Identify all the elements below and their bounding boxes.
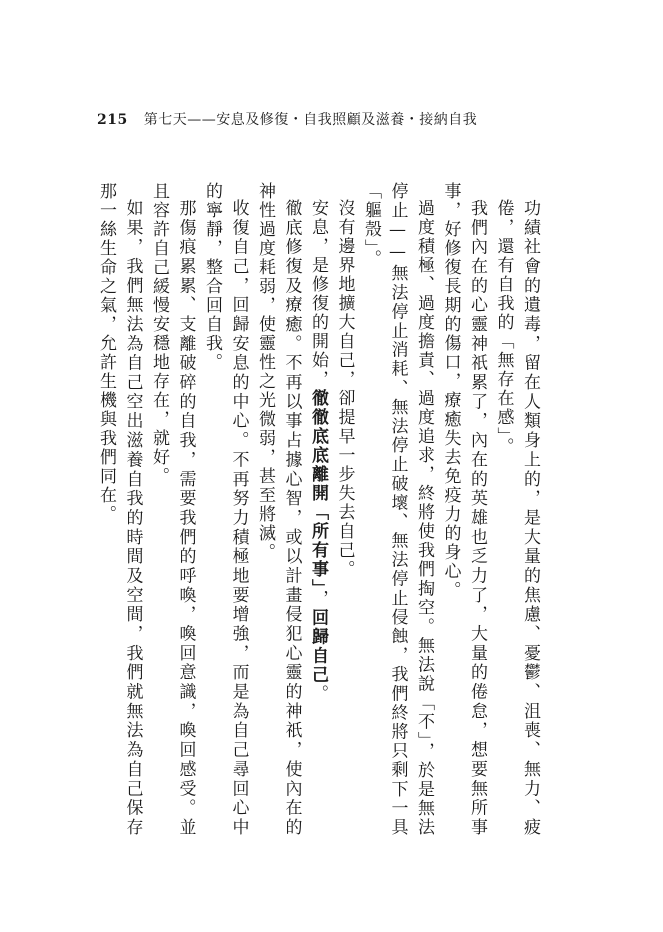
paragraph-1: 功績社會的遺毒，留在人類身上的，是大量的焦慮、憂鬱、沮喪、無力、疲倦，還有自我的「無存在感」。: [493, 199, 540, 837]
emphasis-leave-everything: 徹徹底底離開「所有事」: [308, 389, 328, 590]
paragraph-9: 如果，我們無法為自己空出滋養自我的時間及空間，我們就無法為自己保存那一絲生命之氣，允許生機與我們同在。: [96, 182, 143, 837]
paragraph-7: 收復自己，回歸安息的中心。不再努力積極地要增強，而是為自己尋回心中的寧靜，整合回自我。: [202, 182, 249, 837]
paragraph-2: 我們內在的心靈神祇累了，內在的英雄也乏力了，大量的倦怠，想要無所事事，好修復長期的傷口，療癒失去免疫力的身心。: [440, 182, 487, 837]
paragraph-5: [305, 182, 332, 837]
running-title: 第七天——安息及修復・自我照顧及滋養・接納自我: [143, 112, 478, 128]
paragraph-8: 那傷痕累累、支離破碎的自我，需要我們的呼喚，喚回意識，喚回感受。並且容許自己緩慢安穩地存在，就好。: [149, 182, 196, 837]
paragraph-6: 徹底修復及療癒。不再以事占據心智，或以計畫侵犯心靈的神祇，使內在的神性過度耗弱，使靈性之光微弱，甚至將滅。: [255, 182, 302, 837]
paragraph-5-end: 。: [308, 684, 328, 704]
paragraph-3: 過度積極、過度擔責、過度追求，終將使我們掏空。無法說「不」，於是無法停止——無法停止消耗、無法停止破壞、無法停止侵蝕，我們終將只剩下一具「軀殼」。: [361, 182, 434, 837]
body-text: [96, 182, 543, 837]
emphasis-return-self: 回歸自己: [308, 608, 328, 685]
paragraph-5-lead: 安息，是修復的開始，: [308, 199, 328, 389]
running-header: [97, 109, 597, 133]
page-number: 215: [97, 112, 128, 128]
paragraph-5-comma: ，: [308, 589, 328, 609]
paragraph-4: 沒有邊界地擴大自己，卻提早一步失去自己。: [334, 199, 355, 579]
